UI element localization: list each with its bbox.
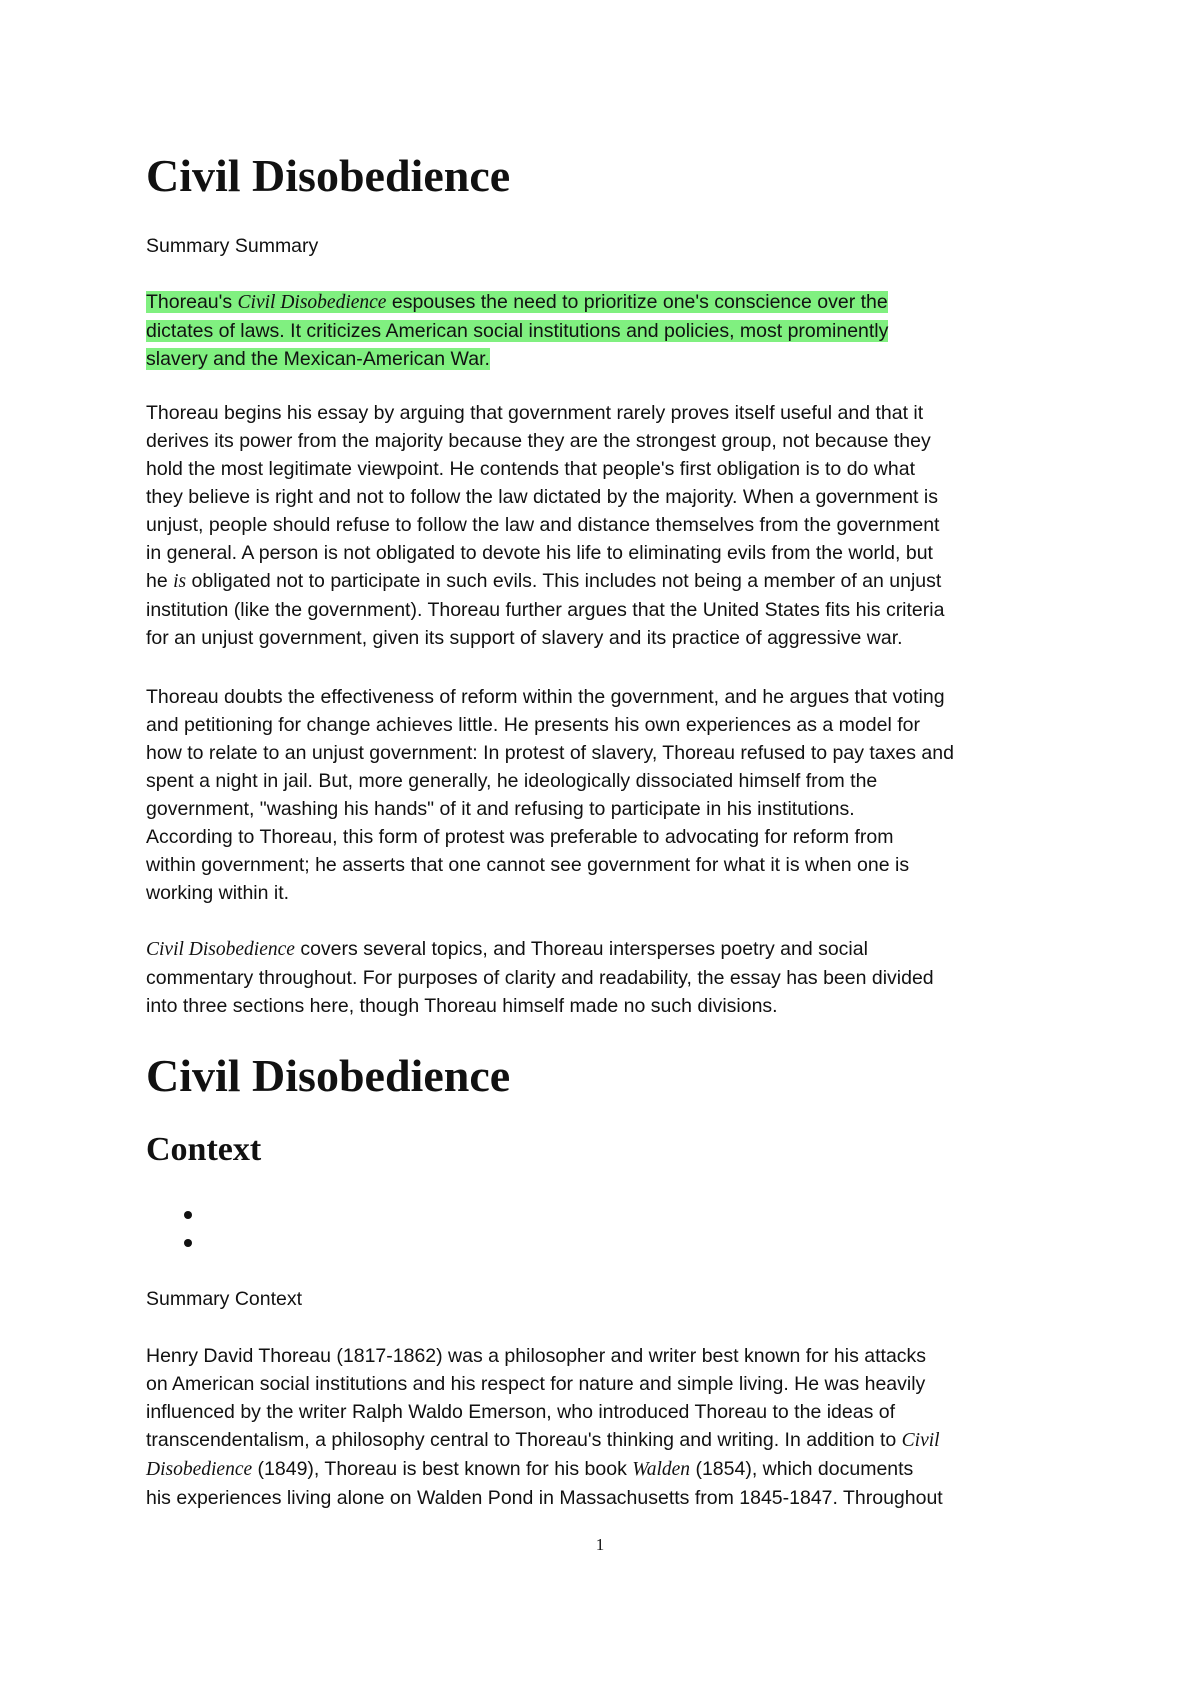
- text-line-content: spent a night in jail. But, more generally, he ideologically dissociated himself from the: [146, 770, 878, 792]
- text-line-content: they believe is right and not to follow the law dictated by the majority. When a government is: [146, 486, 938, 508]
- text-line: [146, 683, 1086, 711]
- summary-label: Summary Summary: [146, 235, 319, 257]
- text-line-content: [146, 938, 868, 960]
- text-line: [146, 795, 1086, 823]
- text-line-content: into three sections here, though Thoreau himself made no such divisions.: [146, 995, 778, 1017]
- text-line: [146, 1370, 1086, 1398]
- text-line: [146, 879, 1086, 907]
- text-line: [146, 935, 1086, 964]
- text-line-content: commentary throughout. For purposes of clarity and readability, the essay has been divided: [146, 967, 934, 989]
- text-line-content: Thoreau begins his essay by arguing that government rarely proves itself useful and that it: [146, 402, 924, 424]
- text-line: [146, 1398, 1086, 1426]
- text-line-content: institution (like the government). Thoreau further argues that the United States fits his criteria: [146, 599, 945, 621]
- summary-paragraph-3: [146, 935, 1086, 1020]
- context-paragraph: [146, 1342, 1086, 1512]
- text-segment: (1854), which documents: [690, 1458, 914, 1480]
- text-line: [146, 317, 1086, 345]
- text-line: [146, 427, 1086, 455]
- text-line: [146, 964, 1086, 992]
- text-line-content: hold the most legitimate viewpoint. He contends that people's first obligation is to do what: [146, 458, 915, 480]
- text-line-content: Thoreau doubts the effectiveness of reform within the government, and he argues that voting: [146, 686, 945, 708]
- text-line: [146, 511, 1086, 539]
- text-line: [146, 567, 1086, 596]
- document-title: Civil Disobedience: [146, 150, 511, 201]
- italic-text: Civil Disobedience: [237, 292, 387, 313]
- text-line-content: unjust, people should refuse to follow the law and distance themselves from the government: [146, 514, 940, 536]
- text-segment: obligated not to participate in such evils. This includes not being a member of an unjust: [186, 570, 942, 592]
- text-line: [146, 851, 1086, 879]
- text-line: [146, 539, 1086, 567]
- summary-paragraph-1: [146, 399, 1086, 652]
- text-line-content: in general. A person is not obligated to devote his life to eliminating evils from the world, but: [146, 542, 933, 564]
- text-line-content: working within it.: [146, 882, 290, 904]
- text-line: [146, 767, 1086, 795]
- text-segment: he: [146, 570, 174, 592]
- list-item[interactable]: [146, 1228, 206, 1256]
- text-segment: covers several topics, and Thoreau intersperses poetry and social: [294, 938, 868, 960]
- summary-paragraph-2: [146, 683, 1086, 907]
- text-line-content: influenced by the writer Ralph Waldo Emerson, who introduced Thoreau to the ideas of: [146, 1401, 896, 1423]
- text-line-content: his experiences living alone on Walden Pond in Massachusetts from 1845-1847. Throughout: [146, 1487, 943, 1509]
- text-line-content: [146, 570, 941, 592]
- summary-context-label: Summary Context: [146, 1288, 303, 1310]
- text-line-content: on American social institutions and his respect for nature and simple living. He was heavily: [146, 1373, 926, 1395]
- text-segment: Thoreau's: [146, 291, 238, 313]
- text-line-content: within government; he asserts that one cannot see government for what it is when one is: [146, 854, 910, 876]
- page-number: 1: [595, 1535, 605, 1554]
- text-line: [146, 1426, 1086, 1455]
- text-line: [146, 992, 1086, 1020]
- text-line-content: Henry David Thoreau (1817-1862) was a philosopher and writer best known for his attacks: [146, 1345, 927, 1367]
- text-line-content: and petitioning for change achieves little. He presents his own experiences as a model for: [146, 714, 920, 736]
- list-item[interactable]: [146, 1200, 206, 1228]
- italic-text: Civil: [901, 1430, 940, 1451]
- text-line: [146, 823, 1086, 851]
- text-line-content: [146, 1429, 940, 1451]
- text-line-content: According to Thoreau, this form of protest was preferable to advocating for reform from: [146, 826, 894, 848]
- text-line: [146, 739, 1086, 767]
- text-line-content: government, "washing his hands" of it and refusing to participate in his institutions.: [146, 798, 855, 820]
- text-segment: (1849), Thoreau is best known for his book: [252, 1458, 633, 1480]
- text-line: [146, 1455, 1086, 1484]
- bullet-list: [146, 1200, 206, 1256]
- text-line: [146, 624, 1086, 652]
- text-line: [146, 483, 1086, 511]
- text-line-content: [146, 291, 888, 313]
- context-heading: Context: [146, 1131, 262, 1168]
- text-line: [146, 711, 1086, 739]
- text-line: [146, 399, 1086, 427]
- text-segment: espouses the need to prioritize one's conscience over the: [386, 291, 888, 313]
- highlighted-intro[interactable]: [146, 288, 1086, 373]
- text-line: [146, 596, 1086, 624]
- italic-text: Civil Disobedience: [146, 939, 295, 960]
- text-line-content: for an unjust government, given its support of slavery and its practice of aggressive war.: [146, 627, 903, 649]
- text-segment: transcendentalism, a philosophy central to Thoreau's thinking and writing. In addition to: [146, 1429, 902, 1451]
- text-line-content: dictates of laws. It criticizes American social institutions and policies, most prominently: [146, 320, 889, 342]
- text-line: [146, 455, 1086, 483]
- text-line: [146, 345, 1086, 373]
- text-line: [146, 288, 1086, 317]
- text-line: [146, 1342, 1086, 1370]
- text-line: [146, 1484, 1086, 1512]
- italic-text: Walden: [632, 1459, 691, 1480]
- text-line-content: how to relate to an unjust government: In protest of slavery, Thoreau refused to pay taxes and: [146, 742, 954, 764]
- text-line-content: slavery and the Mexican-American War.: [146, 348, 490, 370]
- italic-text: Disobedience: [146, 1459, 253, 1480]
- text-line-content: derives its power from the majority because they are the strongest group, not because they: [146, 430, 931, 452]
- document-title-2: Civil Disobedience: [146, 1050, 511, 1101]
- italic-text: is: [173, 571, 187, 592]
- text-line-content: [146, 1458, 913, 1480]
